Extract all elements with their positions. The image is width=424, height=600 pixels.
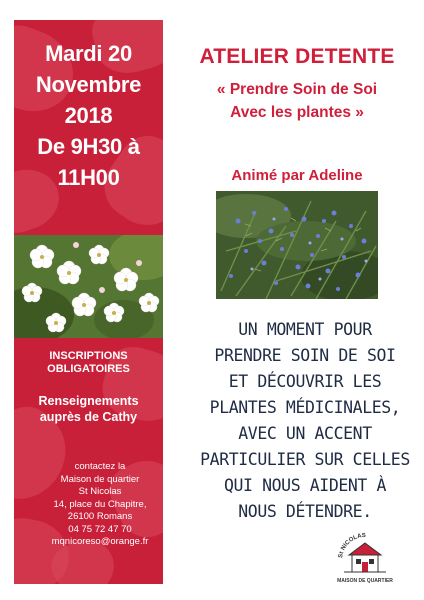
description-line-8: NOUS DÉTENDRE.	[238, 502, 372, 521]
maison-de-quartier-logo	[334, 530, 396, 586]
date-line-month: Novembre	[35, 72, 142, 97]
description-line-5: AVEC UN ACCENT	[238, 424, 372, 443]
inscriptions-line-2: OBLIGATOIRES	[47, 363, 130, 375]
contact-email-link[interactable]: mqnicoreso@orange.fr	[51, 536, 149, 547]
workshop-subtitle	[170, 78, 424, 124]
logo-arc-textpath: St NICOLAS	[338, 532, 367, 559]
description-line-3: ET DÉCOUVRIR LES	[228, 372, 382, 391]
renseignements-line-1: Renseignements	[38, 394, 139, 408]
time-line-start: De 9H30 à	[37, 134, 140, 159]
hawthorn-flowers-photo	[14, 235, 163, 338]
logo-caption: MAISON DE QUARTIER	[337, 578, 393, 584]
description-line-4: PLANTES MÉDICINALES,	[209, 398, 401, 417]
registration-required-notice	[14, 350, 163, 376]
event-date-time	[14, 38, 163, 193]
date-line-day: Mardi 20	[45, 41, 132, 66]
contact-city: 26100 Romans	[67, 511, 133, 522]
subtitle-line-1: « Prendre Soin de Soi	[216, 81, 378, 98]
description-line-2: PRENDRE SOIN DE SOI	[214, 346, 396, 365]
contact-venue-name: St Nicolas	[78, 486, 122, 497]
time-line-end: 11H00	[57, 165, 120, 190]
date-line-year: 2018	[64, 103, 113, 128]
contact-intro: contactez la	[74, 461, 126, 472]
inscriptions-line-1: INSCRIPTIONS	[49, 350, 128, 362]
workshop-description	[200, 317, 410, 525]
contact-details	[40, 461, 160, 549]
contact-phone: 04 75 72 47 70	[68, 523, 132, 535]
house-logo-icon	[334, 530, 396, 586]
renseignements-line-2: auprès de Cathy	[39, 410, 138, 424]
rosemary-plant-photo	[216, 191, 378, 299]
hawthorn-flowers-illustration	[14, 235, 163, 338]
description-line-6: PARTICULIER SUR CELLES	[200, 450, 410, 469]
contact-address: 14, place du Chapitre,	[53, 498, 147, 510]
description-line-7: QUI NOUS AIDENT À	[223, 476, 387, 495]
rosemary-illustration	[216, 191, 378, 299]
host-credit: Animé par Adeline	[231, 167, 363, 184]
description-line-1: UN MOMENT POUR	[238, 320, 372, 339]
contact-venue: Maison de quartier	[60, 473, 140, 485]
subtitle-line-2: Avec les plantes »	[230, 104, 364, 121]
information-contact-person	[14, 393, 163, 425]
workshop-title: ATELIER DETENTE	[199, 45, 395, 68]
